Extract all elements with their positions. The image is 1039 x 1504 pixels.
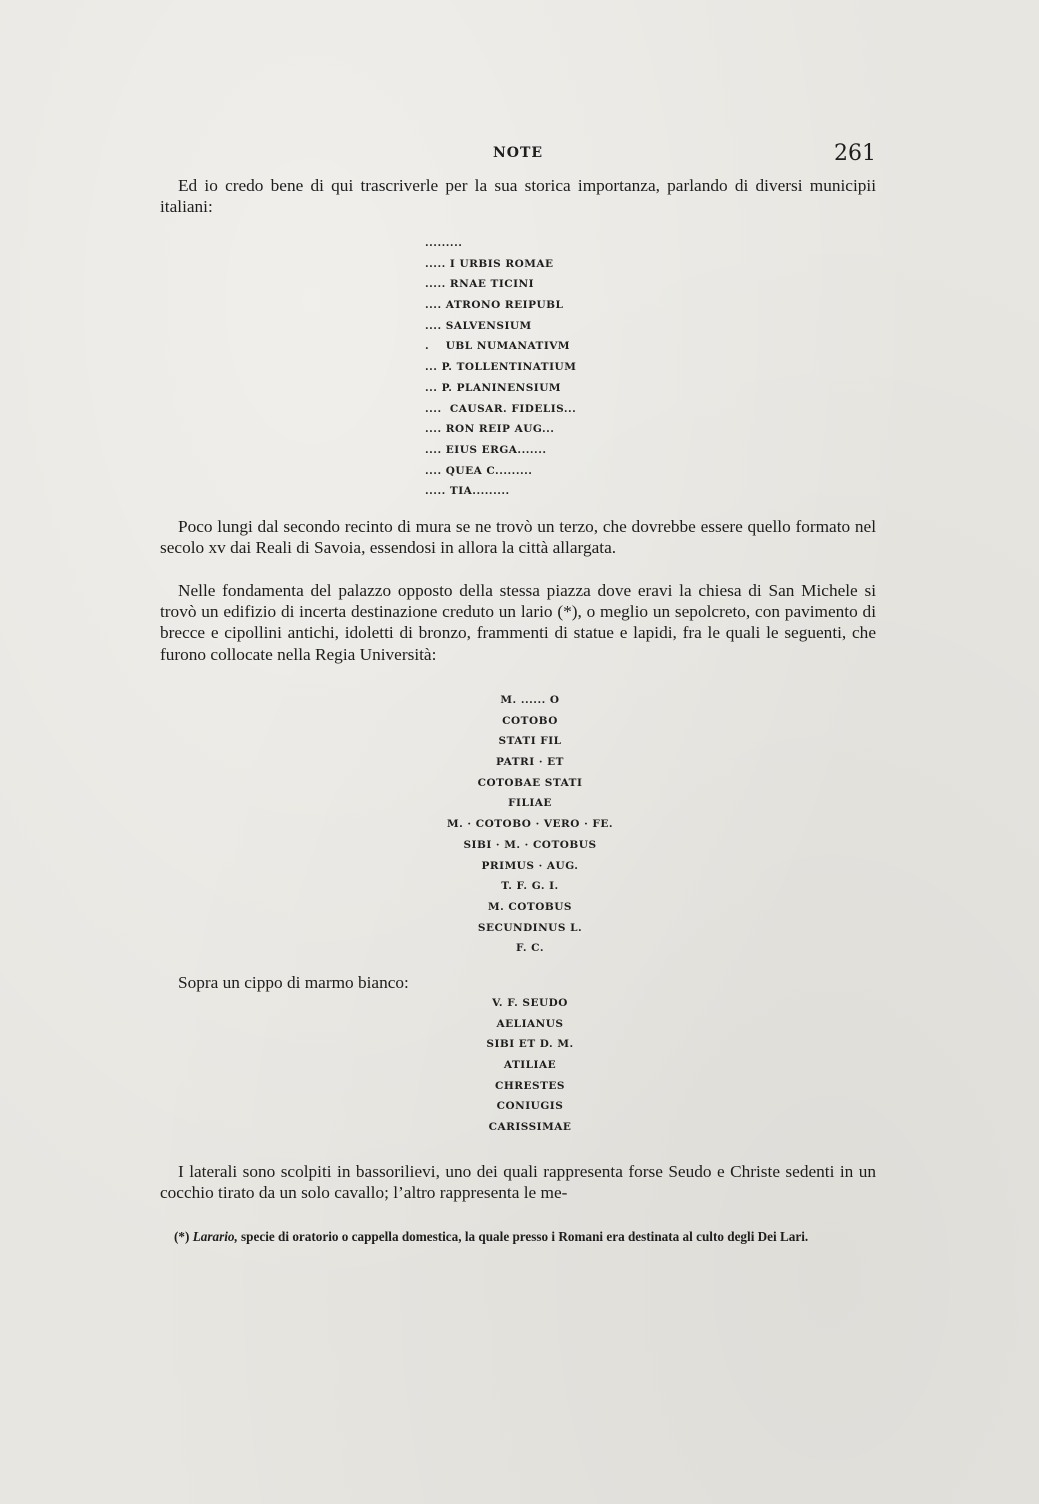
inscription-line: CONIUGIS [496,1100,564,1113]
footnote [160,1227,876,1247]
inscription-line: F. C. [515,942,545,955]
paragraph-third-enclosure: Poco lungi dal secondo recinto di mura se ne trovò un terzo, che dovrebbe essere quello formato nel secolo xv dai Reali di Savoia, essendosi in allora la città allargata. [160,517,876,558]
footnote-mark: (*) [174,1229,190,1244]
inscription-line: M. ...... O [500,694,560,706]
inscription-line: ..... I URBIS ROMAE [425,257,554,270]
inscription-line: SIBI ET D. M. [486,1038,574,1051]
inscription-line: CARISSIMAE [488,1121,572,1134]
inscription-line: AELIANUS [496,1017,564,1030]
inscription-line: FILIAE [508,797,552,810]
paragraph-cippo: Sopra un cippo di marmo bianco: [178,973,409,992]
paragraph-san-michele: Nelle fondamenta del palazzo opposto della stessa piazza dove eravi la chiesa di San Michele si trovò un edifizio di incerta destinazione creduto un lario (*), o meglio un sepolcreto, con pavimento di brecce e cipollini antichi, idoletti di bronzo, frammenti di statue e lapidi, fra le quali le seguenti, che furono collocate nella Regia Università: [160,581,876,664]
inscription-line: SIBI · M. · COTOBUS [463,838,597,851]
inscription-line: .... CAUSAR. FIDELIS... [425,402,577,415]
inscription-line: PRIMUS · AUG. [481,859,579,872]
footnote-term: Larario, [192,1229,238,1244]
footnote-text: specie di oratorio o cappella domestica, la quale presso i Romani era destinata al culto degli Dei Lari. [241,1229,809,1244]
inscription-cotobo [380,690,680,959]
inscription-line: ..... TIA......... [425,485,510,498]
inscription-line: COTOBO [502,714,558,727]
inscription-line: M. · COTOBO · VERO · FE. [447,818,613,831]
inscription-line: T. F. G. I. [501,880,559,893]
inscription-line: .... SALVENSIUM [425,319,532,332]
inscription-line: .... EIUS ERGA....... [425,443,547,456]
paragraph-bassorilievi: I laterali sono scolpiti in bassorilievi, uno dei quali rappresenta forse Seudo e Christe sedenti in un cocchio tirato da un solo cavallo; l’altro rappresenta le me- [160,1162,876,1203]
page-number: 261 [834,141,876,166]
inscription-line: STATI FIL [498,735,562,748]
inscription-line: COTOBAE STATI [477,776,583,789]
inscription-line: CHRESTES [495,1079,565,1092]
inscription-seudo [380,993,680,1138]
inscription-line: PATRI · ET [496,756,564,769]
inscription-line: .... RON REIP AUG... [425,423,555,436]
inscription-line: ......... [425,237,463,249]
inscription-line: SECUNDINUS L. [477,921,583,934]
inscription-line: .... ATRONO REIPUBL [425,299,564,312]
inscription-line: V. F. SEUDO [492,997,568,1009]
inscription-line: M. COTOBUS [487,900,572,913]
inscription-line: ATILIAE [503,1059,557,1072]
inscription-line: .... QUEA C......... [425,464,533,477]
paragraph-intro: Ed io credo bene di qui trascriverle per la sua storica importanza, parlando di diversi municipii italiani: [160,176,876,217]
running-head: NOTE [492,145,544,161]
inscription-line: ..... RNAE TICINI [425,278,535,291]
inscription-line: . UBL NUMANATIVM [425,340,571,353]
inscription-line: ... P. PLANINENSIUM [425,381,561,394]
inscription-line: ... P. TOLLENTINATIUM [425,361,577,374]
inscription-municipii [425,233,725,502]
